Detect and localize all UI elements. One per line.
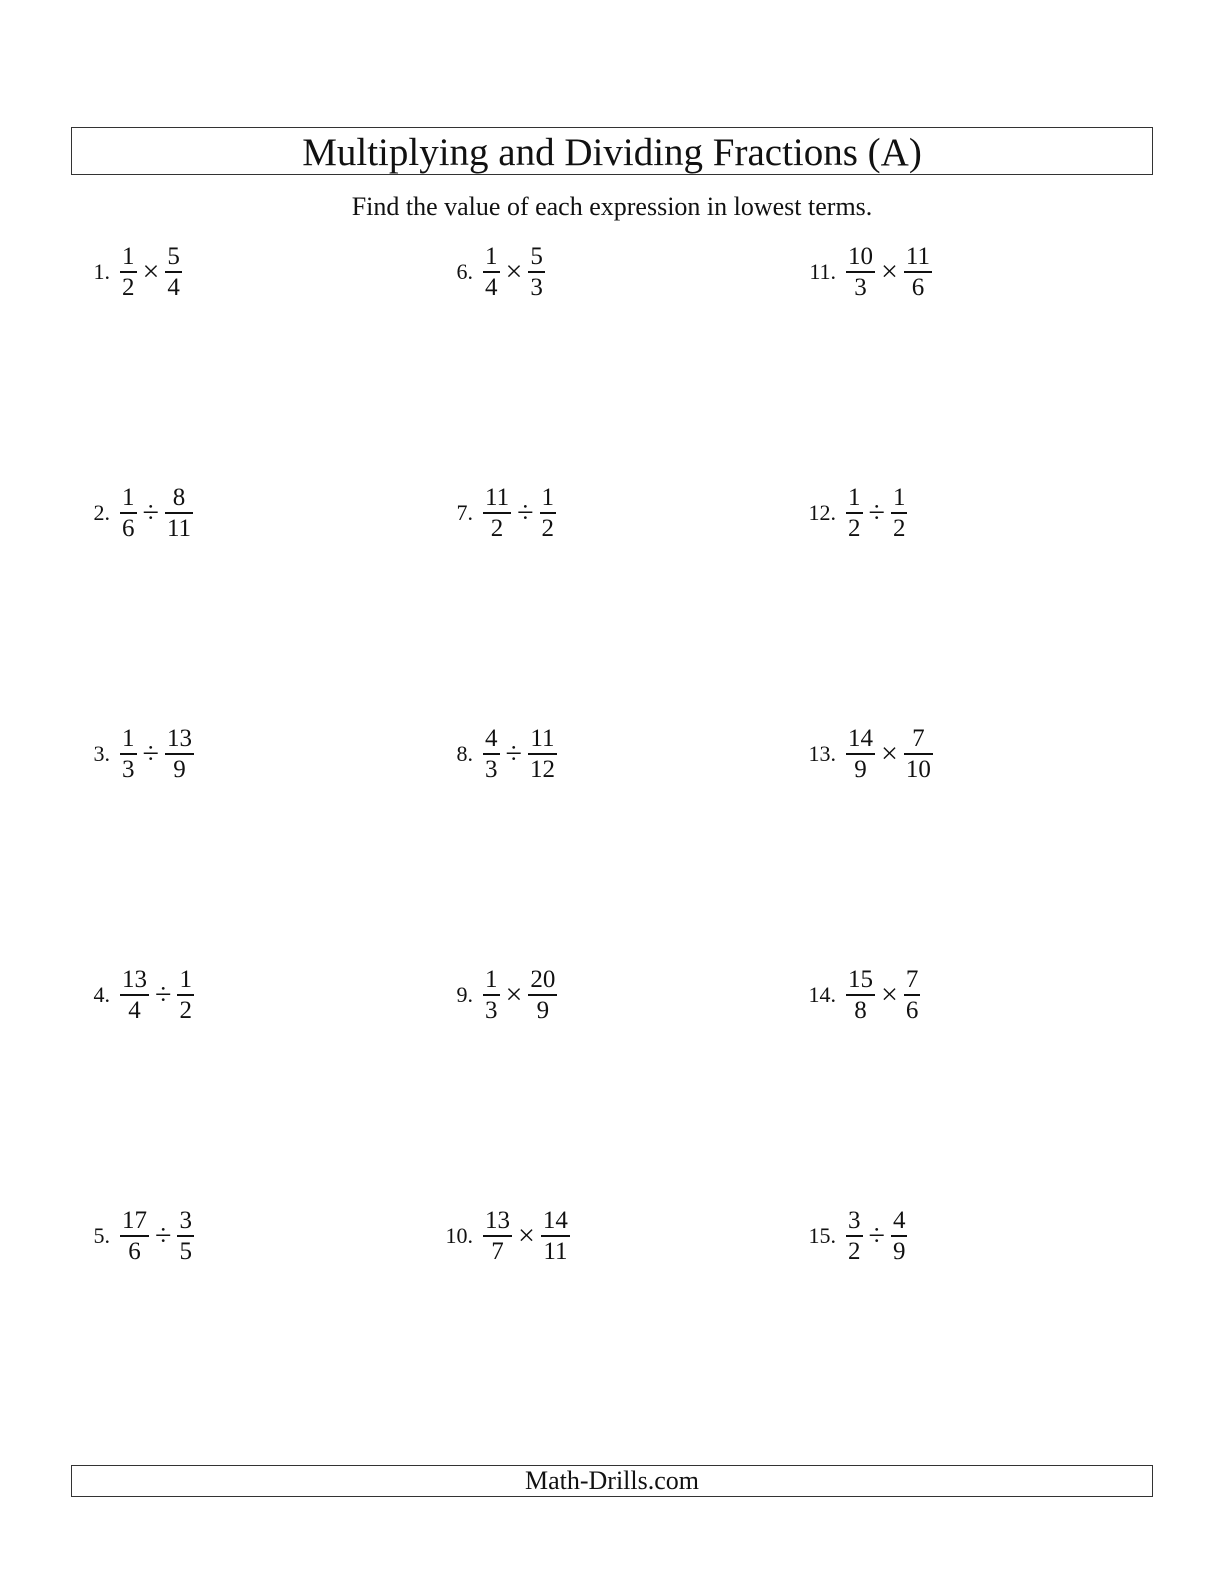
problem-number: 14. [808,982,836,1007]
denominator: 4 [485,273,498,301]
denominator: 8 [854,996,867,1024]
numerator: 1 [485,966,498,994]
fraction-a [483,1208,512,1264]
denominator: 7 [491,1237,504,1265]
problem-number: 12. [808,500,836,525]
denominator: 6 [128,1237,141,1265]
operator-symbol: ÷ [868,496,885,529]
numerator: 7 [912,725,925,753]
numerator: 17 [122,1207,147,1235]
title-box [71,127,1153,175]
operator-symbol: × [881,978,898,1011]
fraction-b [904,967,921,1023]
denominator: 2 [848,1237,861,1265]
problem-1 [40,242,182,302]
fraction-a [846,726,875,782]
fraction-a [483,244,500,300]
problem-8 [403,724,557,784]
numerator: 13 [122,966,147,994]
operator-symbol: ÷ [155,978,172,1011]
problem-6 [403,242,545,302]
numerator: 13 [485,1207,510,1235]
problem-14 [766,965,920,1025]
operator-symbol: ÷ [155,1219,172,1252]
worksheet-title: Multiplying and Dividing Fractions (A) [302,130,922,174]
problem-3 [40,724,194,784]
problem-7 [403,483,556,543]
fraction-a [846,485,863,541]
denominator: 9 [536,996,550,1024]
numerator: 11 [905,243,930,271]
numerator: 1 [848,484,861,512]
fraction-a [120,967,149,1023]
denominator: 3 [854,273,867,301]
problem-number: 11. [809,259,836,284]
problem-13 [766,724,933,784]
problem-11 [766,242,932,302]
problem-5 [40,1206,194,1266]
problem-number: 10. [445,1223,473,1248]
operator-symbol: × [881,737,898,770]
fraction-a [120,485,137,541]
fraction-b [540,485,557,541]
fraction-b [165,485,193,541]
problem-number: 13. [808,741,836,766]
fraction-a [483,967,500,1023]
denominator: 2 [541,514,555,542]
numerator: 1 [485,243,498,271]
fraction-b [528,967,557,1023]
denominator: 3 [122,755,135,783]
numerator: 1 [892,484,906,512]
operator-symbol: × [505,255,523,288]
fraction-b [528,726,557,782]
operator-symbol: ÷ [517,496,534,529]
fraction-b [177,967,194,1023]
problem-number: 8. [456,741,473,766]
denominator: 9 [854,755,867,783]
denominator: 6 [122,514,135,542]
fraction-b [904,244,932,300]
operator-symbol: × [142,255,160,288]
problem-number: 15. [808,1223,836,1248]
fraction-a [120,1208,149,1264]
footer-text: Math-Drills.com [524,1466,700,1495]
problem-number: 4. [93,982,110,1007]
numerator: 4 [892,1207,906,1235]
problem-number: 3. [93,741,110,766]
denominator: 12 [529,755,555,783]
problem-4 [40,965,194,1025]
fraction-a [483,726,500,782]
operator-symbol: ÷ [142,737,159,770]
denominator: 11 [166,514,192,542]
problem-10 [403,1206,570,1266]
denominator: 5 [179,1237,192,1265]
numerator: 8 [172,484,186,512]
problem-number: 5. [93,1223,110,1248]
numerator: 10 [848,243,873,271]
footer-box [71,1465,1153,1497]
denominator: 9 [892,1237,906,1265]
denominator: 9 [173,755,186,783]
fraction-a [846,1208,863,1264]
fraction-a [483,485,511,541]
denominator: 3 [530,273,543,301]
denominator: 3 [485,755,498,783]
denominator: 4 [128,996,141,1024]
denominator: 2 [848,514,861,542]
denominator: 4 [167,273,180,301]
fraction-a [846,244,875,300]
fraction-b [891,485,908,541]
numerator: 1 [122,725,135,753]
numerator: 3 [179,1207,192,1235]
numerator: 1 [122,484,135,512]
problem-9 [403,965,557,1025]
numerator: 14 [848,725,873,753]
problem-number: 9. [456,982,473,1007]
operator-symbol: × [881,255,898,288]
numerator: 5 [530,243,543,271]
numerator: 1 [541,484,555,512]
operator-symbol: × [518,1219,535,1252]
denominator: 10 [905,755,931,783]
problem-number: 6. [456,259,473,284]
problem-number: 7. [456,500,473,525]
fraction-a [120,244,137,300]
fraction-a [120,726,137,782]
problem-15 [766,1206,907,1266]
numerator: 11 [530,725,555,753]
numerator: 14 [542,1207,568,1235]
operator-symbol: ÷ [868,1219,885,1252]
instructions: Find the value of each expression in lowest terms. [351,192,873,221]
problem-12 [766,483,907,543]
numerator: 11 [485,484,510,512]
numerator: 5 [167,243,180,271]
problem-number: 2. [93,500,110,525]
denominator: 3 [485,996,498,1024]
fraction-b [177,1208,194,1264]
numerator: 20 [530,966,556,994]
numerator: 7 [905,966,919,994]
denominator: 2 [122,273,135,301]
fraction-b [165,244,182,300]
denominator: 2 [490,514,504,542]
denominator: 2 [892,514,906,542]
denominator: 2 [179,996,192,1024]
fraction-b [904,726,933,782]
problem-2 [40,483,193,543]
numerator: 13 [166,725,192,753]
fraction-b [165,726,194,782]
fraction-a [846,967,875,1023]
fraction-b [891,1208,908,1264]
problem-number: 1. [93,259,110,284]
numerator: 1 [179,966,192,994]
numerator: 1 [122,243,135,271]
operator-symbol: ÷ [505,737,522,770]
fraction-b [541,1208,570,1264]
numerator: 3 [848,1207,861,1235]
operator-symbol: × [505,978,523,1011]
denominator: 6 [911,273,925,301]
denominator: 11 [543,1237,568,1265]
operator-symbol: ÷ [142,496,159,529]
numerator: 15 [848,966,873,994]
denominator: 6 [905,996,919,1024]
fraction-b [528,244,545,300]
numerator: 4 [485,725,498,753]
